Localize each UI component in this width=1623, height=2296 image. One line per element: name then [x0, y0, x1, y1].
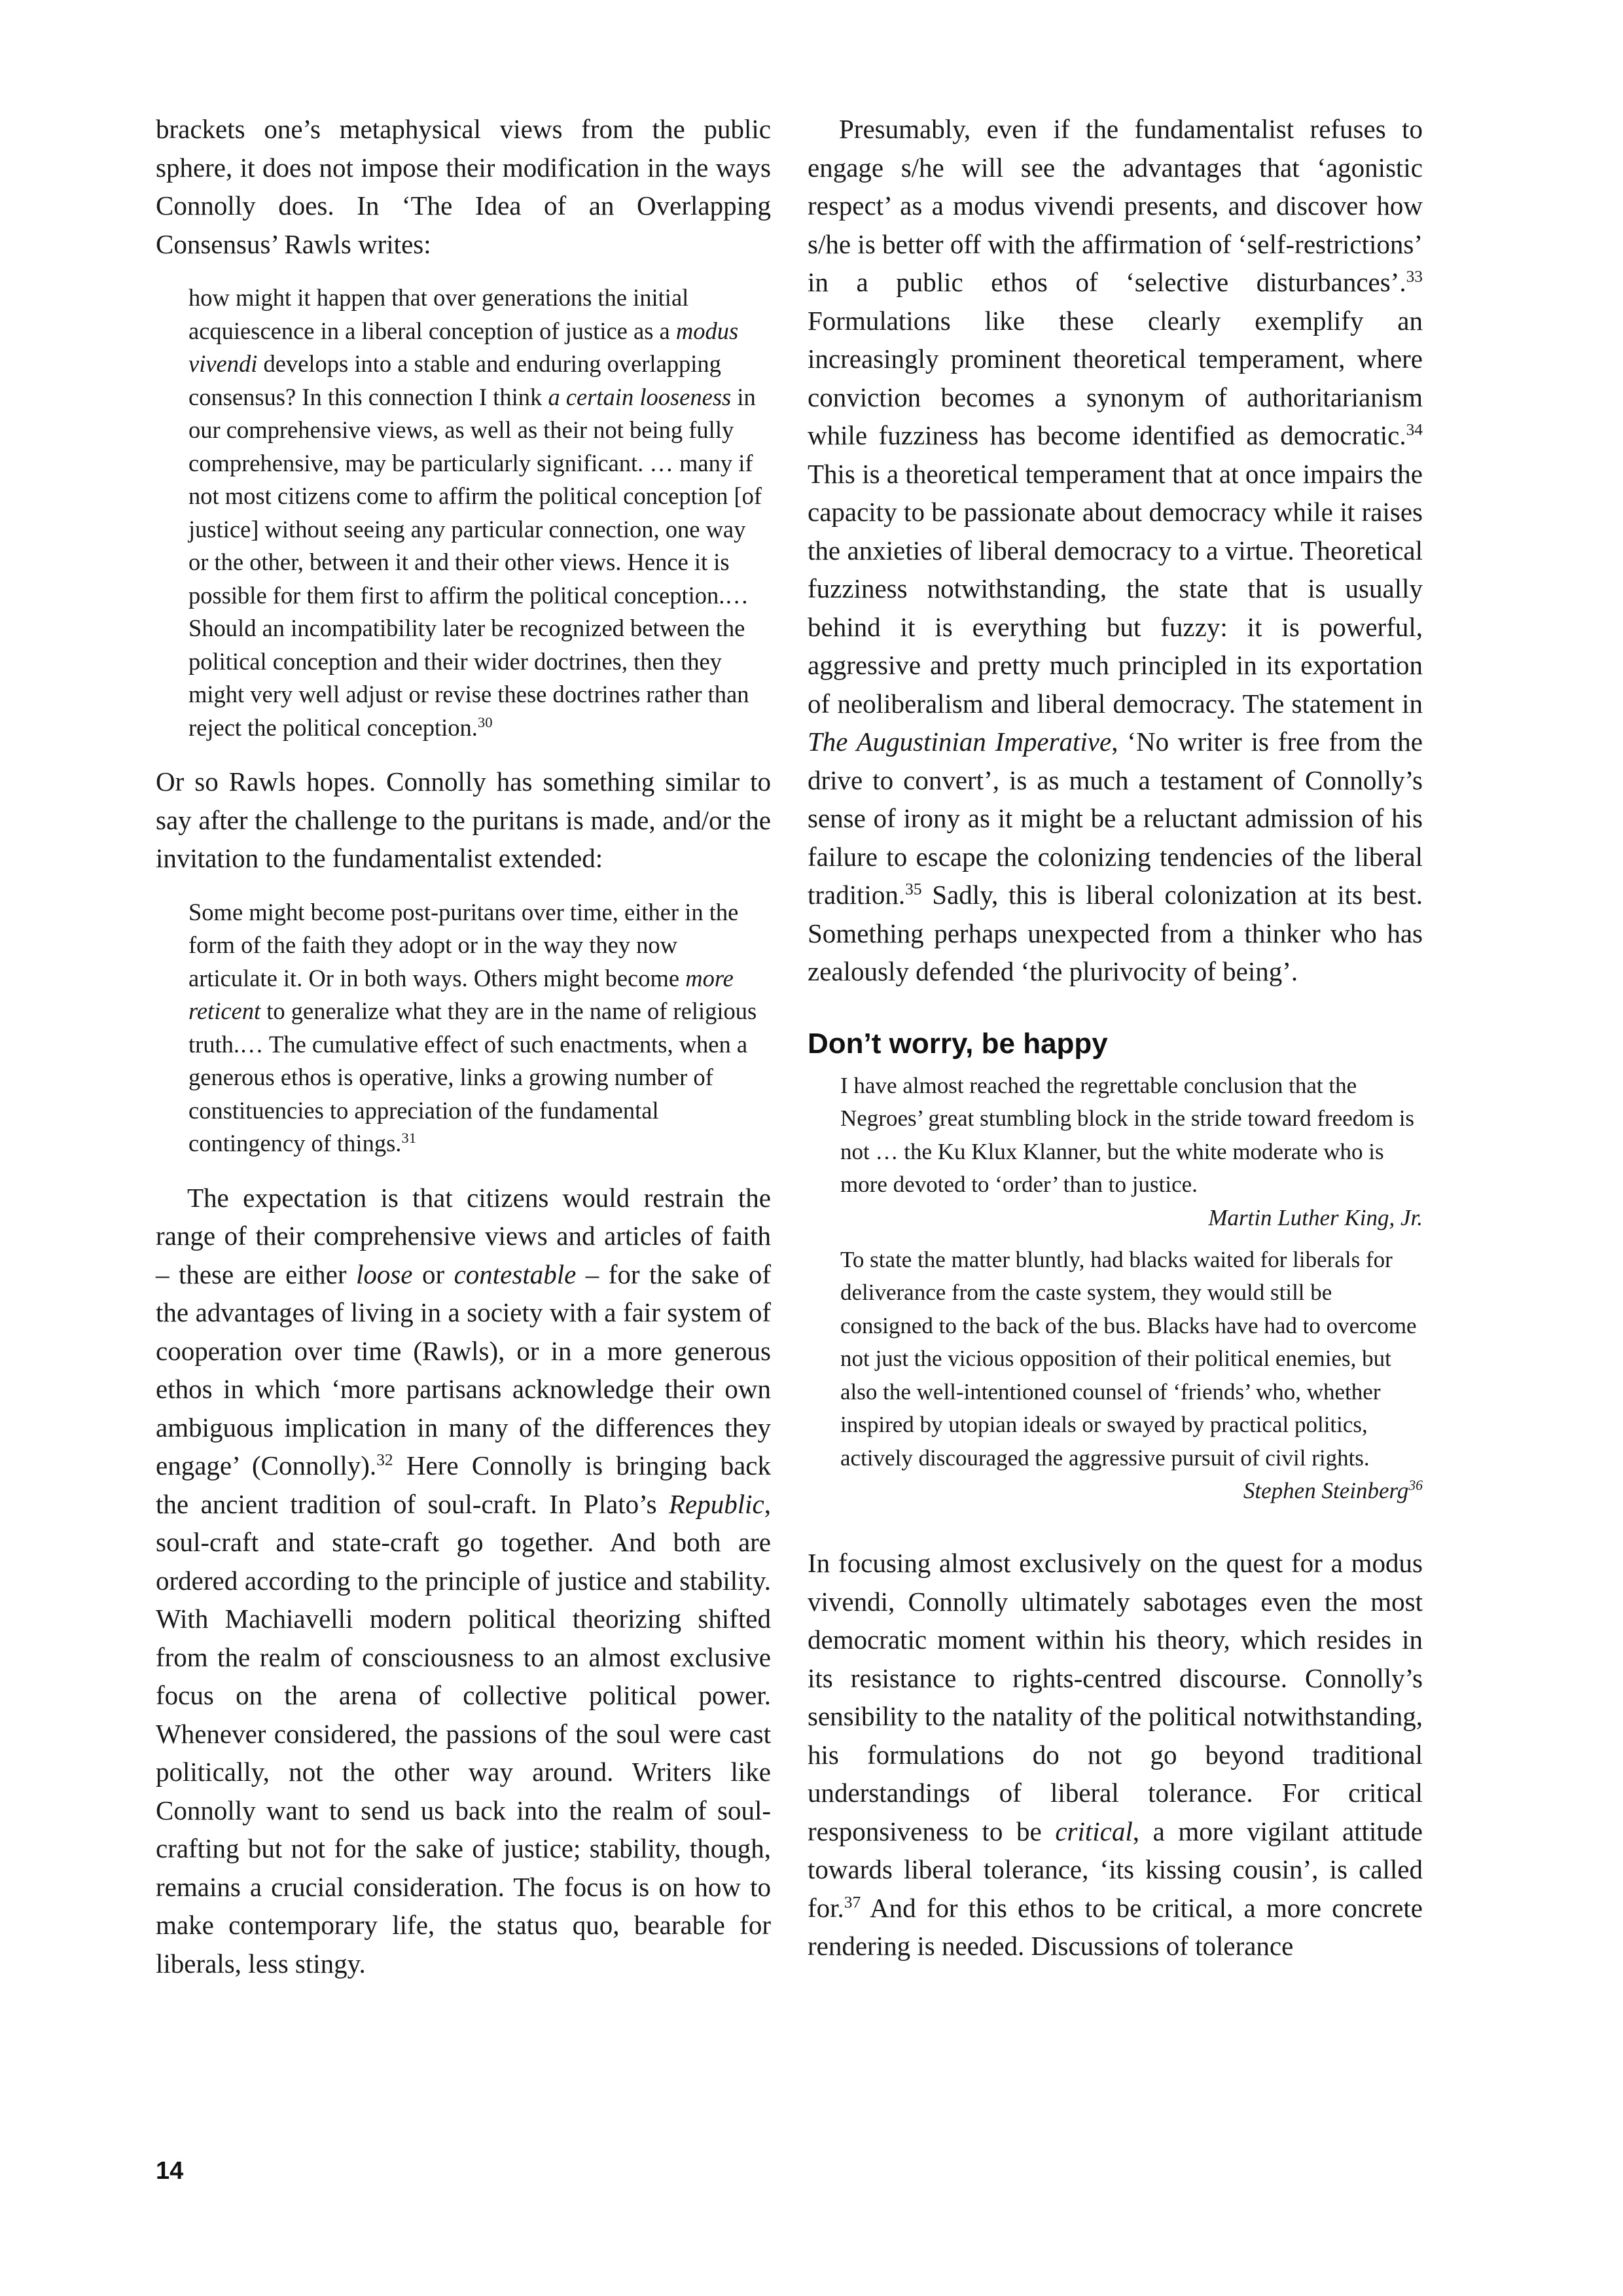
- footnote-ref: 36: [1408, 1477, 1423, 1494]
- text-run: I have almost reached the regrettable conclusion that the Negroes’ great stumbling block in the stride toward freedom is not … the Ku Klux Klanner, but the white moderate who is more devoted to ‘order’ than to justice.: [840, 1072, 1415, 1197]
- text-run: Formulations like these clearly exemplify an increasingly prominent theoretical temperament, where conviction becomes a synonym of authoritarianism while fuzziness has become identified as democratic.: [808, 305, 1423, 450]
- text-run: In focusing almost exclusively on the quest for a modus vivendi, Connolly ultimately sabotages even the most democratic moment within his theory, which resides in its resistance to rights-centred discourse. Connolly’s sensibility to the natality of the political notwithstanding, his formulations do not go beyond traditional understandings of liberal tolerance. For critical responsiveness to be: [808, 1548, 1423, 1846]
- italic-text: critical: [1055, 1816, 1133, 1846]
- text-run: Here Connolly is bringing back the ancient tradition of soul-craft. In Plato’s: [156, 1450, 772, 1519]
- text-run: brackets one’s metaphysical views from the public sphere, it does not impose their modification in the ways Connolly does. In ‘The Idea of an Overlapping Consensus’ Rawls writes:: [156, 114, 771, 259]
- page-number: 14: [156, 2157, 184, 2185]
- epigraph-attribution-steinberg: [808, 1475, 1423, 1507]
- left-column: [156, 110, 771, 1982]
- footnote-ref: 33: [1406, 267, 1423, 286]
- italic-text: a certain looseness: [548, 383, 732, 410]
- text-run: This is a theoretical temperament that at once impairs the capacity to be passionate about democracy while it raises the anxieties of liberal democracy to a virtue. Theoretical fuzziness notwithstanding, the state that is usually behind it is everything but fuzzy: it is powerful, aggressive and pretty much principled in its exportation of neoliberalism and liberal democracy. The statement in: [808, 458, 1423, 719]
- footnote-ref: 34: [1406, 420, 1423, 439]
- text-run: , ‘No writer is free from the drive to convert’, is as much a testament of Connolly’s sense of irony as it might be a reluctant admission of his failure to escape the colonizing tendencies of the liberal tradition.: [808, 726, 1423, 910]
- section-heading: Don’t worry, be happy: [808, 1027, 1108, 1060]
- text-run: – for the sake of the advantages of living in a society with a fair system of cooperation over time (Rawls), or in a more generous ethos in which ‘more partisans acknowledge their own ambiguous implication in many of the differences they engage’ (Connolly).: [156, 1259, 771, 1480]
- text-run: develops into a stable and enduring overlapping consensus? In this connection I think: [188, 350, 721, 410]
- text-run: to generalize what they are in the name of religious truth.… The cumulative effect of such enactments, when a generous ethos is operative, links a growing number of constituencies to appreciation of the fundamental contingency of things.: [188, 997, 757, 1157]
- paragraph: [808, 1544, 1423, 1965]
- text-run: Sadly, this is liberal colonization at its best. Something perhaps unexpected from a thinker who has zealously defended ‘the plurivocity of being’.: [808, 880, 1423, 986]
- footnote-ref: 35: [905, 880, 922, 899]
- text-run: or: [412, 1259, 454, 1289]
- italic-text: modus vivendi: [188, 317, 739, 377]
- epigraph-king: [840, 1069, 1423, 1202]
- text-run: To state the matter bluntly, had blacks waited for liberals for deliverance from the caste system, they would still be consigned to the back of the bus. Blacks have had to overcome not just the vicious opposition of their political enemies, but also the well-intentioned counsel of ‘friends’ who, whether inspired by utopian ideals or swayed by practical politics, actively discouraged the aggressive pursuit of civil rights.: [840, 1246, 1417, 1471]
- italic-text: contestable: [454, 1259, 577, 1289]
- paragraph: [156, 110, 771, 263]
- text-run: Martin Luther King, Jr.: [1208, 1204, 1423, 1230]
- text-run: , a more vigilant attitude towards liberal tolerance, ‘its kissing cousin’, is called for.: [808, 1816, 1423, 1923]
- block-quote-rawls: [188, 281, 771, 744]
- text-run: Or so Rawls hopes. Connolly has something similar to say after the challenge to the puritans is made, and/or the invitation to the fundamentalist extended:: [156, 766, 771, 873]
- paragraph: [808, 110, 1423, 991]
- epigraph-steinberg: [840, 1244, 1423, 1475]
- italic-text: Republic: [669, 1488, 764, 1519]
- text-run: The expectation is that citizens would restrain the range of their comprehensive views and articles of faith – these are either: [156, 1182, 771, 1289]
- text-run: Stephen Steinberg: [1243, 1478, 1409, 1503]
- text-run: Presumably, even if the fundamentalist refuses to engage s/he will see the advantages that ‘agonistic respect’ as a modus vivendi presents, and discover how s/he is better off with the affirmation of ‘self-restrictions’ in a public ethos of ‘selective disturbances’.: [808, 114, 1423, 297]
- right-column: [808, 110, 1423, 1965]
- paragraph: [156, 762, 771, 878]
- footnote-ref: 30: [477, 713, 493, 730]
- text-run: Some might become post-puritans over time, either in the form of the faith they adopt or in the way they now articulate it. Or in both ways. Others might become: [188, 898, 739, 992]
- text-run: how might it happen that over generations the initial acquiescence in a liberal conception of justice as a: [188, 284, 689, 344]
- italic-text: more reticent: [188, 964, 734, 1024]
- footnote-ref: 32: [376, 1450, 393, 1469]
- italic-text: The Augustinian Imperative: [808, 726, 1112, 757]
- block-quote-connolly: [188, 896, 771, 1160]
- italic-text: loose: [355, 1259, 413, 1289]
- text-run: , soul-craft and state-craft go together. And both are ordered according to the principle of justice and stability. With Machiavelli modern political theorizing shifted from the realm of consciousness to an almost exclusive focus on the arena of collective political power. Whenever considered, the passions of the soul were cast politically, not the other way around. Writers like Connolly want to send us back into the realm of soul-crafting but not for the sake of justice; stability, though, remains a crucial consideration. The focus is on how to make contemporary life, the status quo, bearable for liberals, less stingy.: [156, 1488, 771, 1979]
- footnote-ref: 31: [401, 1129, 417, 1146]
- epigraph-attribution-king: [808, 1202, 1423, 1234]
- paragraph: [156, 1179, 771, 1983]
- text-run: And for this ethos to be critical, a more concrete rendering is needed. Discussions of tolerance: [808, 1892, 1423, 1961]
- footnote-ref: 37: [844, 1892, 861, 1911]
- text-run: in our comprehensive views, as well as their not being fully comprehensive, may be particularly significant. … many if not most citizens come to affirm the political conception [of justice] without seeing any particular connection, one way or the other, between it and their other views. Hence it is possible for them first to affirm the political conception.… Should an incompatibility later be recognized between the political conception and their wider doctrines, then they might very well adjust or revise these doctrines rather than reject the political conception.: [188, 383, 762, 741]
